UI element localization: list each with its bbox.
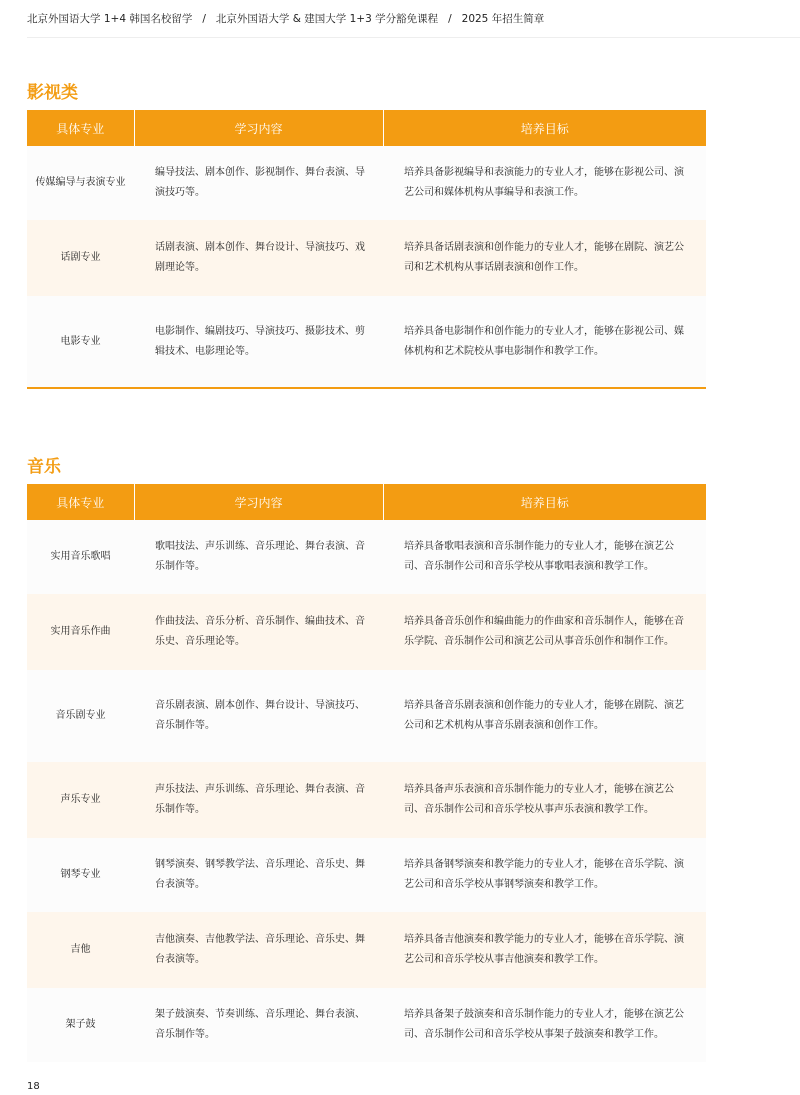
goal-cell: 培养具备影视编导和表演能力的专业人才，能够在影视公司、演艺公司和媒体机构从事编导和表演工作。 — [383, 146, 706, 220]
goal-cell: 培养具备吉他演奏和教学能力的专业人才，能够在音乐学院、演艺公司和音乐学校从事吉他演奏和教学工作。 — [383, 912, 706, 988]
content-cell: 音乐剧表演、剧本创作、舞台设计、导演技巧、音乐制作等。 — [134, 670, 383, 762]
major-cell: 架子鼓 — [27, 988, 134, 1062]
content-cell: 架子鼓演奏、节奏训练、音乐理论、舞台表演、音乐制作等。 — [134, 988, 383, 1062]
table-row — [27, 670, 706, 762]
content-cell: 钢琴演奏、钢琴教学法、音乐理论、音乐史、舞台表演等。 — [134, 838, 383, 912]
content-cell: 声乐技法、声乐训练、音乐理论、舞台表演、音乐制作等。 — [134, 762, 383, 838]
table-row — [27, 520, 706, 594]
major-cell: 吉他 — [27, 912, 134, 988]
major-cell: 实用音乐作曲 — [27, 594, 134, 670]
content-cell: 吉他演奏、吉他教学法、音乐理论、音乐史、舞台表演等。 — [134, 912, 383, 988]
content-cell: 作曲技法、音乐分析、音乐制作、编曲技术、音乐史、音乐理论等。 — [134, 594, 383, 670]
major-cell: 传媒编导与表演专业 — [27, 146, 134, 220]
table-row — [27, 988, 706, 1062]
breadcrumb-item: 北京外国语大学 1+4 韩国名校留学 — [27, 13, 193, 25]
table-row — [27, 220, 706, 296]
major-cell: 电影专业 — [27, 296, 134, 388]
major-cell: 音乐剧专业 — [27, 670, 134, 762]
major-cell: 钢琴专业 — [27, 838, 134, 912]
goal-cell: 培养具备声乐表演和音乐制作能力的专业人才，能够在演艺公司、音乐制作公司和音乐学校从事声乐表演和教学工作。 — [383, 762, 706, 838]
music-table — [27, 484, 706, 1062]
column-header-content: 学习内容 — [134, 110, 383, 146]
goal-cell: 培养具备钢琴演奏和教学能力的专业人才，能够在音乐学院、演艺公司和音乐学校从事钢琴演奏和教学工作。 — [383, 838, 706, 912]
content-cell: 歌唱技法、声乐训练、音乐理论、舞台表演、音乐制作等。 — [134, 520, 383, 594]
column-header-goal: 培养目标 — [383, 484, 706, 520]
goal-cell: 培养具备电影制作和创作能力的专业人才，能够在影视公司、媒体机构和艺术院校从事电影制作和教学工作。 — [383, 296, 706, 388]
breadcrumb-item: 2025 年招生简章 — [461, 13, 545, 25]
table-row — [27, 594, 706, 670]
table-row — [27, 296, 706, 388]
goal-cell: 培养具备音乐剧表演和创作能力的专业人才，能够在剧院、演艺公司和艺术机构从事音乐剧表演和创作工作。 — [383, 670, 706, 762]
table-row — [27, 146, 706, 220]
breadcrumb-item: 北京外国语大学 & 建国大学 1+3 学分豁免课程 — [215, 13, 439, 25]
breadcrumb-separator: / — [448, 13, 452, 25]
goal-cell: 培养具备架子鼓演奏和音乐制作能力的专业人才，能够在演艺公司、音乐制作公司和音乐学校从事架子鼓演奏和教学工作。 — [383, 988, 706, 1062]
column-header-goal: 培养目标 — [383, 110, 706, 146]
content-cell: 编导技法、剧本创作、影视制作、舞台表演、导演技巧等。 — [134, 146, 383, 220]
content-cell: 电影制作、编剧技巧、导演技巧、摄影技术、剪辑技术、电影理论等。 — [134, 296, 383, 388]
film-table — [27, 110, 706, 389]
content-cell: 话剧表演、剧本创作、舞台设计、导演技巧、戏剧理论等。 — [134, 220, 383, 296]
column-header-major: 具体专业 — [27, 110, 134, 146]
major-cell: 实用音乐歌唱 — [27, 520, 134, 594]
table-row — [27, 762, 706, 838]
goal-cell: 培养具备歌唱表演和音乐制作能力的专业人才，能够在演艺公司、音乐制作公司和音乐学校从事歌唱表演和教学工作。 — [383, 520, 706, 594]
table-header-row — [27, 484, 706, 520]
page-number: 18 — [27, 1081, 40, 1092]
table-row — [27, 838, 706, 912]
major-cell: 声乐专业 — [27, 762, 134, 838]
column-header-major: 具体专业 — [27, 484, 134, 520]
breadcrumb-separator: / — [202, 13, 206, 25]
goal-cell: 培养具备话剧表演和创作能力的专业人才，能够在剧院、演艺公司和艺术机构从事话剧表演和创作工作。 — [383, 220, 706, 296]
table-header-row — [27, 110, 706, 146]
section-title-film: 影视类 — [27, 83, 78, 103]
goal-cell: 培养具备音乐创作和编曲能力的作曲家和音乐制作人，能够在音乐学院、音乐制作公司和演艺公司从事音乐创作和制作工作。 — [383, 594, 706, 670]
breadcrumb — [27, 11, 544, 26]
major-cell: 话剧专业 — [27, 220, 134, 296]
section-title-music: 音乐 — [27, 457, 61, 477]
table-row — [27, 912, 706, 988]
header-divider — [27, 37, 800, 38]
column-header-content: 学习内容 — [134, 484, 383, 520]
